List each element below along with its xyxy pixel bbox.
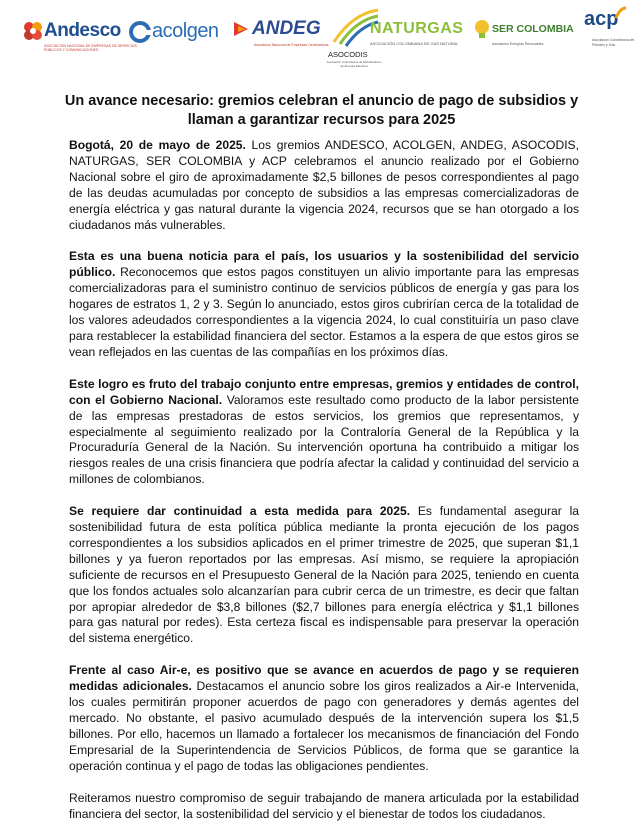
paragraph-text: Reconocemos que estos pagos constituyen un alivio importante para las empresas comercializadoras para el suministro continuo de servicios públicos de energía y gas para los hogares de estratos 1, 2 y 3. Según lo anunciado, estos giros cubrirían cerca de la totalidad de los valores adeudados correspondientes a la vigencia 2024, lo cual constituiría un paso clave para restablecer la estabilidad financiera del sector. Estamos a la espera de que estos giros se vean reflejados en las cuentas de las compañías en los próximos días. <box>69 265 579 359</box>
paragraph <box>69 138 579 233</box>
paragraph-lead: Esta es una buena noticia para el país, los usuarios y la sostenibilidad del servicio público. <box>69 249 579 280</box>
andesco-name: Andesco <box>44 20 121 41</box>
paragraph-lead: Se requiere dar continuidad a esta medida para 2025. <box>69 504 411 519</box>
acp-name: acp <box>584 8 619 30</box>
paragraph-lead: Este logro es fruto del trabajo conjunto entre empresas, gremios y entidades de control, con el Gobierno Nacional. <box>69 376 579 407</box>
lightbulb-icon <box>472 18 492 40</box>
logo-bar <box>8 6 636 70</box>
andeg-logo <box>230 18 329 47</box>
paragraph-text: Destacamos el anuncio sobre los giros realizados a Air-e Intervenida, los cuales permitirán proponer acuerdos de pago con generadores y demás agentes del mercado. No obstante, el pasivo acumulado después de la intervención supera los $1,5 billones. Por ello, hacemos un llamado a fortalecer los mecanismos de financiación del Fondo Empresarial de la Superintendencia de Servicios Públicos, de forma que se garantice la operación continua y el pago de todas las obligaciones pendientes. <box>69 679 579 773</box>
andeg-spark-icon <box>230 18 252 40</box>
paragraph-text: Reiteramos nuestro compromiso de seguir trabajando de manera articulada por la estabilidad financiera del sector, la sostenibilidad del servicio y el bienestar de todos los ciudadanos. <box>69 790 579 821</box>
paragraph-lead: Bogotá, 20 de mayo de 2025. <box>69 138 246 152</box>
naturgas-logo <box>370 20 464 46</box>
paragraph <box>69 377 579 488</box>
press-release-body <box>69 138 579 838</box>
paragraph <box>69 504 579 647</box>
paragraph-lead: Frente al caso Air-e, es positivo que se avance en acuerdos de pago y se requieren medidas adicionales. <box>69 663 579 694</box>
ser-colombia-name: SER COLOMBIA <box>492 23 574 35</box>
paragraph-text: Es fundamental asegurar la sostenibilidad futura de esta política pública mediante la pronta ejecución de los pagos correspondientes a los subsidios aplicados en el primer trimestre de 2025, que superan $1,1 billones y ya fueron reportados por las empresas. Así mismo, se requiere la apropiación suficiente de recursos en el Presupuesto General de la Nación para 2025, teniendo en cuenta que los fondos actuales solo alcanzarían para cubrir cerca de un trimestre, es decir que faltan por apropiar alrededor de $3,8 billones ($2,7 billones para energía eléctrica y $1,1 billones para gas natural por redes). Esta certeza fiscal es indispensable para preservar la operación del sistema energético. <box>69 504 579 646</box>
asocodis-subtitle: Asociación Colombiana de Distribuidores de Energía Eléctrica <box>326 60 382 68</box>
paragraph <box>69 249 579 360</box>
acp-subtitle: Asociación Colombiana del Petróleo y Gas <box>592 38 635 47</box>
naturgas-subtitle: ASOCIACIÓN COLOMBIANA DE GAS NATURAL <box>370 41 459 46</box>
asocodis-name: ASOCODIS <box>328 50 368 59</box>
acp-swoosh-icon <box>614 6 628 20</box>
paragraph <box>69 663 579 774</box>
andesco-flower-icon <box>22 20 44 42</box>
andesco-logo <box>22 20 137 52</box>
acolgen-mark-icon <box>128 21 152 43</box>
ser-colombia-logo <box>472 18 574 46</box>
paragraph-text: Los gremios ANDESCO, ACOLGEN, ANDEG, ASOCODIS, NATURGAS, SER COLOMBIA y ACP celebramos el anuncio realizado por el Gobierno Nacional sobre el giro de aproximadamente $2,5 billones de pesos correspondientes al pago de las deudas acumuladas por concepto de subsidios a las empresas comercializadoras de energía eléctrica y gas natural durante la vigencia 2024, recursos que se han otorgado a los ciudadanos más vulnerables. <box>69 138 579 232</box>
ser-colombia-subtitle: Asociación Energías Renovables <box>492 42 544 46</box>
acolgen-name: acolgen <box>152 20 219 42</box>
paragraph <box>69 791 579 823</box>
andeg-subtitle: Asociación Nacional de Empresas Generadoras <box>254 43 329 47</box>
acolgen-logo <box>128 20 219 43</box>
acp-logo <box>584 8 635 47</box>
andesco-subtitle: ASOCIACIÓN NACIONAL DE EMPRESAS DE SERVICIOS PÚBLICOS Y COMUNICACIONES <box>44 44 137 52</box>
andeg-name: ANDEG <box>252 18 321 39</box>
press-release-title: Un avance necesario: gremios celebran el anuncio de pago de subsidios y llaman a garantizar recursos para 2025 <box>64 93 579 128</box>
naturgas-name: NATURGAS <box>370 20 464 37</box>
paragraph-text: Valoramos este resultado como producto de la labor persistente de las empresas prestadoras de estos servicios, los gremios que representamos, y especialmente al seguimiento realizado por la Contraloría General de la República y la Procuraduría General de la Nación. Su intervención oportuna ha contribuido a mitigar los riesgos reales de una crisis financiera que podría afectar la calidad y continuidad del servicio a millones de colombianos. <box>69 392 579 487</box>
